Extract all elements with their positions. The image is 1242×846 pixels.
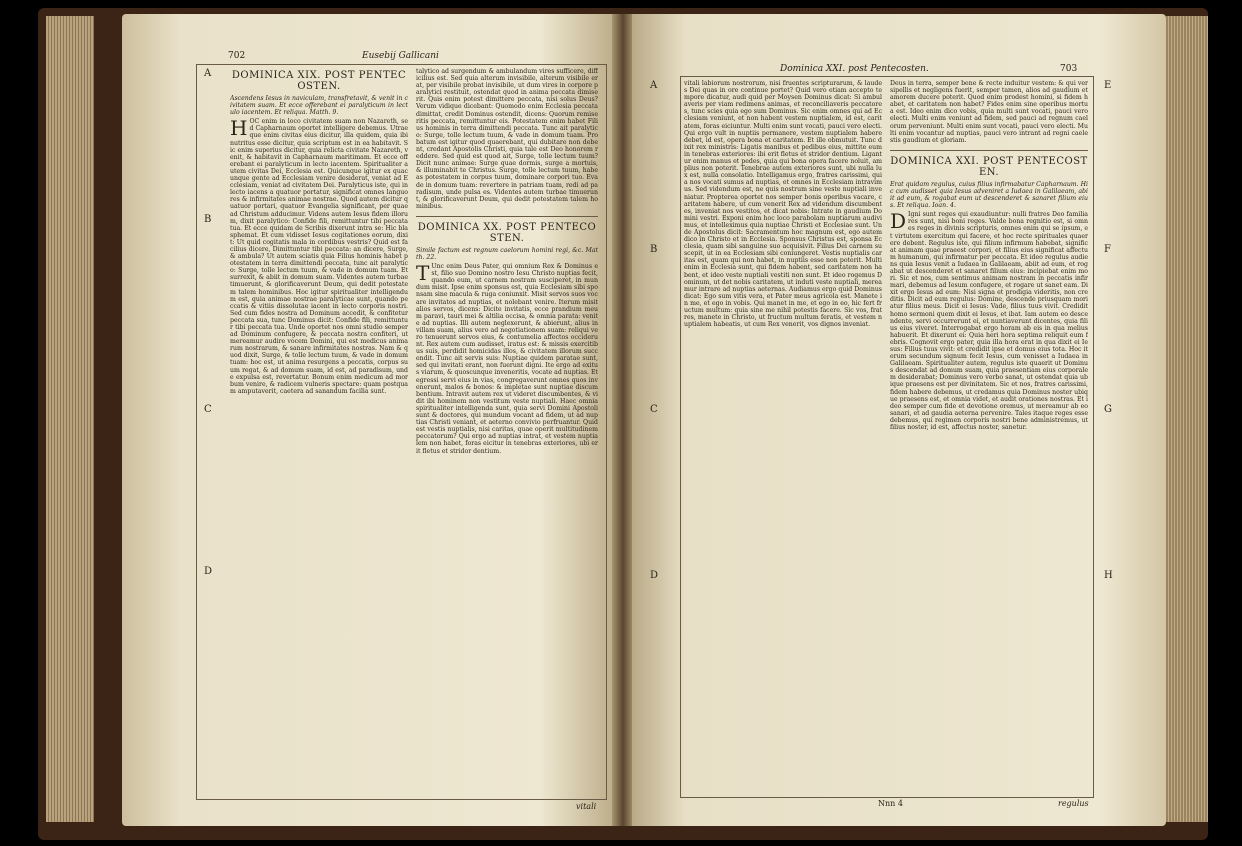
section-title: DOMINICA XIX. POST PENTECOSTEN. <box>231 70 407 92</box>
left-margin-letter-c: C <box>204 404 212 415</box>
section-lead: Simile factum est regnum caelorum homini regi, &c. Matth. 22. <box>416 246 598 261</box>
left-margin-letter-d: D <box>204 566 213 577</box>
catchword: regulus <box>1058 799 1089 808</box>
left-running-head: Eusebij Gallicani <box>362 51 439 61</box>
left-margin-letter-a: A <box>204 68 212 79</box>
outer-margin-letter-f: F <box>1104 244 1111 255</box>
left-column-2 <box>416 68 598 793</box>
inner-margin-letter-d: D <box>650 570 659 581</box>
body-text: Igni sunt reges qui exaudiuntur: nulli fratres Deo familiares sunt, nisi boni reges. Valde bona regnitio est, si omnes reges in divinis scripturis, omnes enim qui se ipsum, et virtutem exercitum qui facere, et hoc recte spirituales quaerere debent. Regulus iste, qui filium infirmum habebat, significat animam quae praeest corpori, et filius eius significat affectum humanum, qui infirmatur per peccata. Et ideo regulus audiens quia Iesus venit a Iudaea in Galilaeam, abiit ad eum, et rogabat ut descenderet et sanaret filium eius: incipiebat enim mori. Sic et nos, cum sentimus animam nostram in peccatis infirmari, debemus ad Iesum confugere, et rogare ut sanet eam. Dixit ergo Iesus ad eum: Nisi signa et prodigia videritis, non creditis. Dicit ad eum regulus: Domine, descende priusquam moriatur filius meus. Dicit ei Iesus: Vade, filius tuus vivit. Credidit homo sermoni quem dixit ei Iesus, et ibat. Iam autem eo descendente, servi occurrerunt ei, et nuntiaverunt dicentes, quia filius eius viveret. Interrogabat ergo horam ab eis in qua melius habuerit. Et dixerunt ei: Quia heri hora septima reliquit eum febris. Cognovit ergo pater, quia illa hora erat in qua dixit ei Iesus: Filius tuus vivit: et credidit ipse et domus eius tota. Hoc iterum secundum signum fecit Iesus, cum venisset a Iudaea in Galilaeam. Spiritualiter autem, regulus iste quaerit ut Dominus descendat ad domum suam, quia praesentiam eius corporalem desiderabat; Dominus vero verbo sanat, ut ostendat quia ubique praesens est per divinitatem. Sic et nos, fratres carissimi, fidem habere debemus, ut credamus quia Dominus noster ubique praesens est, et omnia videt, et audit orationes nostras. Et ideo semper cum fide et devotione oremus, ut mereamur ab eo sanari, et ad gaudia aeterna pervenire. Tales itaque reges esse debemus, qui regimen corporis nostri bene administremus, ut filius noster, id est, affectus noster, sanetur. <box>890 211 1088 432</box>
section-title: DOMINICA XXI. POST PENTECOSTEN. <box>890 155 1088 178</box>
outer-margin-letter-e: E <box>1104 80 1112 91</box>
outer-margin-letter-h: H <box>1104 570 1113 581</box>
drop-cap: D <box>890 209 907 234</box>
page-edges-left <box>46 16 94 822</box>
drop-cap: H <box>230 116 248 141</box>
outer-margin-letter-g: G <box>1104 404 1112 415</box>
section-divider <box>416 216 598 217</box>
drop-cap: T <box>416 261 430 286</box>
inner-margin-letter-a: A <box>650 80 658 91</box>
left-column-1 <box>230 68 408 793</box>
section-lead: Erat quidam regulus, cuius filius infirmabatur Capharnaum. Hic cum audisset quia Iesus adveniret a Iudaea in Galilaeam, abiit ad eum, & rogabat eum ut descenderet & sanaret filium eius. Et reliqua. Ioan. 4. <box>890 180 1088 210</box>
left-margin-letter-b: B <box>204 214 212 225</box>
right-column-1 <box>684 80 882 792</box>
body-text: Deus in terra, semper bene & recte induitur vestem: & qui versipellis et negligens fuerit, semper tamen, alios ad gaudium et amorem ducere poterit. Quod enim prodest homini, si fidem habet, et caritatem non habet? Fides enim sine operibus mortua est. Ideo enim dico vobis, quia multi sunt vocati, pauci vero electi. Multi enim veniunt ad fidem, sed pauci ad regnum caelorum perveniunt. Multi enim sunt vocati, pauci vero electi. Multi enim vocantur ad nuptias, pauci vero intrant ad regni caelestis gaudium et gloriam. <box>890 80 1088 144</box>
left-page <box>122 14 614 826</box>
catchword: vitali <box>576 802 597 811</box>
section-lead: Ascendens Iesus in naviculam, transfretavit, & venit in civitatem suam. Et ecce offerebant ei paralyticum in lectulo iacentem. Et reliqua. Matth. 9. <box>230 95 408 117</box>
page-edges-right <box>1166 16 1208 822</box>
section-title: DOMINICA XX. POST PENTECOSTEN. <box>417 221 597 244</box>
body-text: vitali labiorum nostrorum, nisi fruentes scripturarum, & laudes Dei quas in ore continue portet? Quid vero etiam accepto tempore dicatur, audi quid per Moysen Dominus dicat: Si ambulaveris per viam redimens animas, et reconciliaveris peccatores, tunc scies quia ego sum Dominus. Sic enim omnes qui ad Ecclesiam veniunt, et non habent vestem nuptialem, id est, caritatem, foras eiciuntur. Multi enim sunt vocati, pauci vero electi. Qui ergo vult in nuptiis permanere, vestem nuptialem habere debet, id est, opera bona et caritatem. Et ille obmutuit. Tunc dixit rex ministris: Ligatis manibus et pedibus eius, mittite eum in tenebras exteriores: ibi erit fletus et stridor dentium. Ligantur enim manus et pedes, quia qui bona opera facere noluit, amplius non poterit. Tenebrae autem exteriores sunt, ubi nulla lux est, nulla consolatio. Intelligamus ergo, fratres carissimi, quia nos vocati sumus ad nuptias, et omnes in Ecclesiam intravimus. Sed videndum est, ne quis nostrum sine veste nuptiali inveniatur. Propterea oportet nos semper bonis operibus vacare, caritatem habere, ut cum venerit Rex ad videndum discumbentes, inveniat nos vestitos, et dicat nobis: Intrate in gaudium Domini vestri. Exponi enim hoc loco parabolam nuptiarum audivimus, et intelleximus quia nuptiae Christi et Ecclesiae sunt. Unde Apostolus dicit: Sacramentum hoc magnum est, ego autem dico in Christo et in Ecclesia. Sponsus Christus est, sponsa Ecclesia, quam sibi sanguine suo acquisivit. Filius Dei carnem suscepit, ut in ea Ecclesiam sibi coniungeret. Vestis nuptialis caritas est, quam qui non habet, in nuptiis esse non poterit. Multi enim in Ecclesia sunt, qui fidem habent, sed caritatem non habent, et ideo veste nuptiali vestiti non sunt. Et ideo rogemus Dominum, ut det nobis caritatem, ut induti veste nuptiali, mereamur intrare ad nuptias aeternas. Audiamus ergo quid Dominus dicat: Ego sum vitis vera, et Pater meus agricola est. Manete in me, et ego in vobis. Qui manet in me, et ego in eo, hic fert fructum multum: quia sine me nihil potestis facere. Sic vos, fratres, manete in Christo, ut fructum multum feratis, et vestem nuptialem habeatis, ut cum Rex venerit, vos dignos inveniat. <box>684 80 882 329</box>
left-page-number: 702 <box>228 51 246 61</box>
signature-mark: Nnn 4 <box>878 799 903 808</box>
inner-margin-letter-b: B <box>650 244 658 255</box>
book-gutter <box>612 14 634 826</box>
right-running-head: Dominica XXI. post Pentecosten. <box>780 64 929 74</box>
inner-margin-letter-c: C <box>650 404 658 415</box>
right-column-2 <box>890 80 1088 792</box>
right-page <box>632 14 1166 826</box>
body-text: talytico ad surgendum & ambulandum vires sufficere, difficilius est. Sed quia alterum invisibile, alterum visibile erat, per visibile probat invisibile, ut dum vires in corpore paralytici restituit, ostendat quod in anima peccata dimiserit. Quis enim potest dimittere peccata, nisi solus Deus? Verum vidique dicebant: Quomodo enim Ecclesia peccata dimittat, credit Dominus ostendit, dicens: Quorum remiseritis peccata, remittuntur eis. Potestatem enim habet Filius hominis in terra dimittendi peccata. Tunc ait paralytico: Surge, tolle lectum tuum, & vade in domum tuam. Probatum est igitur quod quaerebant, qui dubitare non debent, credant Apostolis Christi, quia tale est Deo honorem reddere. Sed quid est quod ait, Surge, tolle lectum tuum? Dicit nunc animae: Surge quae dormis, surge a mortuis, & illuminabit te Christus. Surge, tolle lectum tuum, habeas potestatem in corpus tuum, dominare corpori tuo. Evade in domum tuam: revertere in patriam tuam, redi ad paradisum, unde pulsa es. Videntes autem turbae timuerunt, & glorificaverunt Deum, qui dedit potestatem talem hominibus. <box>416 68 598 210</box>
body-text: Unc enim Deus Pater, qui omnium Rex & Dominus est, filio suo Domino nostro Iesu Christo nuptias fecit, quando eum, ut carnem nostram susciperet, in mundum misit. Ipse enim sponsus est, quia Ecclesiam sibi sponsam sine macula & ruga coniunxit. Misit servos suos vocare invitatos ad nuptias, et nolebant venire. Iterum misit alios servos, dicens: Dicite invitatis, ecce prandium meum paravi, tauri mei & altilia occisa, & omnia parata: venite ad nuptias. Illi autem neglexerunt, & abierunt, alius in villam suam, alius vero ad negotiationem suam: reliqui vero tenuerunt servos eius, & contumelia affectos occiderunt. Rex autem cum audisset, iratus est: & missis exercitibus suis, perdidit homicidas illos, & civitatem illorum succendit. Tunc ait servis suis: Nuptiae quidem paratae sunt, sed qui invitati erant, non fuerunt digni. Ite ergo ad exitus viarum, & quoscunque inveneritis, vocate ad nuptias. Et egressi servi eius in vias, congregaverunt omnes quos invenerunt, malos & bonos: & impletae sunt nuptiae discumbentium. Intravit autem rex ut videret discumbentes, & vidit ibi hominem non vestitum veste nuptiali. Haec omnia spiritualiter intelligenda sunt, quia servi Domini Apostoli sunt & doctores, qui mundum vocant ad fidem, ut ad nuptias Christi veniant, et aeterno convivio perfruantur. Quid est vestis nuptialis, nisi caritas, quae operit multitudinem peccatorum? Qui ergo ad nuptias intrat, et vestem nuptialem non habet, foras eicitur in tenebras exteriores, ubi erit fletus et stridor dentium. <box>416 263 598 455</box>
body-text: OC enim in loco civitatem suam non Nazareth, sed Capharnaum oportet intelligere debemus. Utraeque enim civitas eius dicitur, illa quidem, quia ibi nutritus esse dicitur, quia scriptum est in ea habitavit. Sic enim superius dicitur, quia relicta civitate Nazareth, venit, & habitavit in Capharnaum maritimam. Et ecce offerebant ei paralyticum in lecto iacentem. Spiritualiter autem civitas Dei, Ecclesia est. Quicunque igitur ex quacunque gente ad Ecclesiam venire desiderat, veniat ad Ecclesiam, veniat ad civitatem Dei. Paralyticus iste, qui in lecto iacens a quatuor portatur, significat omnes languores & infirmitates animae nostrae. Quod autem dicitur quatuor portari, quatuor Evangelia significant, per quae ad Christum adducimur. Videns autem Iesus fidem illorum, dixit paralytico: Confide fili, remittuntur tibi peccata tua. Et ecce quidam de Scribis dixerunt intra se: Hic blasphemat. Et cum vidisset Iesus cogitationes eorum, dixit: Ut quid cogitatis mala in cordibus vestris? Quid est facilius dicere, Dimittuntur tibi peccata: an dicere, Surge, & ambula? Ut autem sciatis quia Filius hominis habet potestatem in terra dimittendi peccata, tunc ait paralytico: Surge, tolle lectum tuum, & vade in domum tuam. Et surrexit, & abiit in domum suam. Videntes autem turbae timuerunt, & glorificaverunt Deum, qui dedit potestatem talem hominibus. Hoc igitur spiritualiter intelligendum est, quia animae nostrae paralyticae sunt, quando peccatis & vitiis dissolutae iacent in lecto corporis nostri. Sed cum fides nostra ad Dominum accedit, & confitetur peccata sua, tunc Dominus dicit: Confide fili, remittuntur tibi peccata tua. Unde oportet nos omni studio semper ad Dominum confugere, & peccata nostra confiteri, ut mereamur audire vocem Domini, qui est medicus animarum nostrarum, & sanare infirmitates nostras. Nam & quod dixit, Surge, & tolle lectum tuum, & vade in domum tuam: hoc est, ut anima resurgens a peccatis, corpus suum regat, & ad domum suam, id est, ad paradisum, unde expulsa est, revertatur. Bonum enim medicum ad morbum venire, & radicem vulneris spectare: quam postquam amputaverit, caetera ad sanandum facilia sunt. <box>230 118 408 395</box>
right-page-number: 703 <box>1060 64 1078 74</box>
section-divider <box>890 150 1088 151</box>
